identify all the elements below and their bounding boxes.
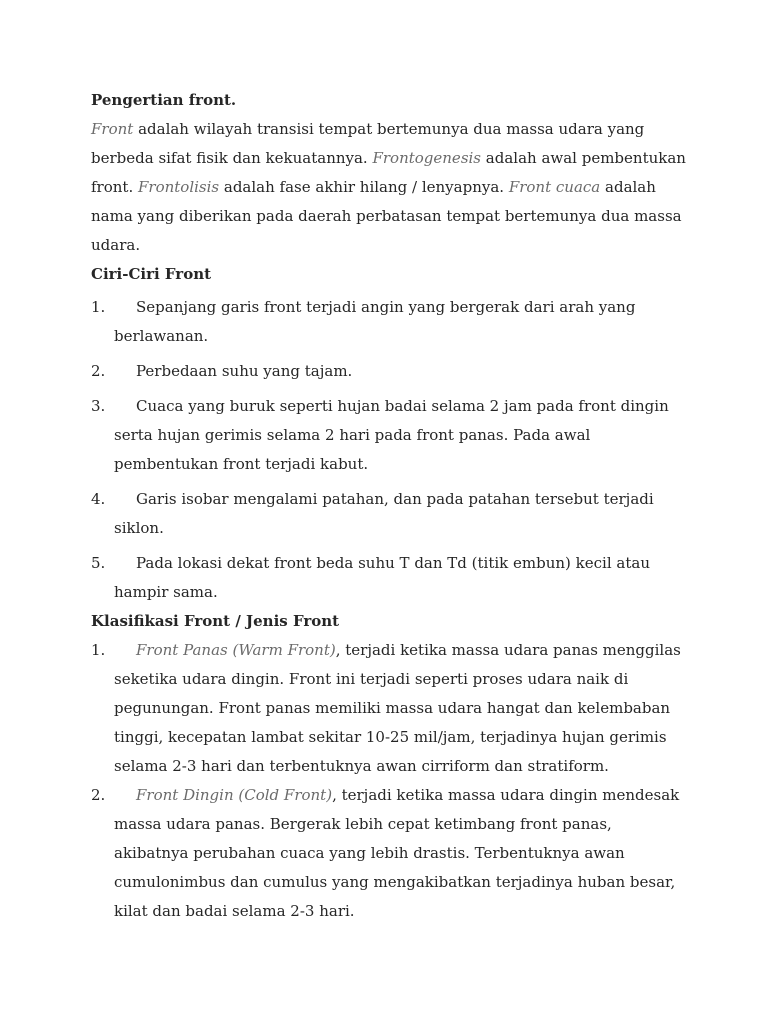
- list-text: Cuaca yang buruk seperti hujan badai selama 2 jam pada front dingin serta hujan gerimis selama 2 hari pada front panas. Pada awal pembentukan front terjadi kabut.: [114, 397, 669, 473]
- list-number: 1.: [91, 298, 106, 316]
- list-text: , terjadi ketika massa udara panas menggilas seketika udara dingin. Front ini terjadi seperti proses udara naik di pegunungan. Front panas memiliki massa udara hangat dan kelembaban tinggi, kecepatan lambat sekitar 10-25 mil/jam, terjadinya hujan gerimis selama 2-3 hari dan terbentuknya awan cirriform dan stratiform.: [114, 641, 681, 775]
- classification-list: [91, 636, 691, 926]
- list-number: 2.: [91, 786, 106, 804]
- characteristics-list: [91, 293, 691, 607]
- term-frontolisis: Frontolisis: [137, 178, 220, 196]
- list-item: [91, 781, 691, 926]
- list-number: 5.: [91, 554, 106, 572]
- list-number: 4.: [91, 490, 106, 508]
- list-item: [91, 636, 691, 781]
- list-number: 2.: [91, 362, 106, 380]
- term-front-cuaca: Front cuaca: [508, 178, 601, 196]
- heading-definition: Pengertian front.: [91, 91, 237, 109]
- list-text: Sepanjang garis front terjadi angin yang bergerak dari arah yang berlawanan.: [114, 298, 636, 345]
- definition-text-2: adalah awal pembentukan front.: [91, 149, 686, 196]
- list-text: Pada lokasi dekat front beda suhu T dan Td (titik embun) kecil atau hampir sama.: [114, 554, 650, 601]
- term-frontogenesis: Frontogenesis: [372, 149, 482, 167]
- definition-text-1: adalah wilayah transisi tempat bertemunya dua massa udara yang berbeda sifat fisik dan kekuatannya.: [91, 120, 645, 167]
- list-item: [91, 357, 691, 386]
- term-warm-front: Front Panas (Warm Front): [136, 641, 336, 659]
- document-page: [91, 86, 691, 926]
- list-item: [91, 392, 691, 479]
- definition-paragraph: [91, 115, 691, 260]
- list-item: [91, 485, 691, 543]
- definition-text-3: adalah fase akhir hilang / lenyapnya.: [219, 178, 509, 196]
- term-front: Front: [91, 120, 134, 138]
- list-item: [91, 293, 691, 351]
- list-item: [91, 549, 691, 607]
- heading-classification: Klasifikasi Front / Jenis Front: [91, 612, 340, 630]
- list-text: Garis isobar mengalami patahan, dan pada patahan tersebut terjadi siklon.: [114, 490, 654, 537]
- list-number: 3.: [91, 397, 106, 415]
- list-text: Perbedaan suhu yang tajam.: [136, 362, 353, 380]
- term-cold-front: Front Dingin (Cold Front): [136, 786, 333, 804]
- heading-characteristics: Ciri-Ciri Front: [91, 265, 212, 283]
- list-text: , terjadi ketika massa udara dingin mendesak massa udara panas. Bergerak lebih cepat ketimbang front panas, akibatnya perubahan cuaca yang lebih drastis. Terbentuknya awan cumulonimbus dan cumulus yang mengakibatkan terjadinya huban besar, kilat dan badai selama 2-3 hari.: [114, 786, 680, 920]
- definition-text-4: adalah nama yang diberikan pada daerah perbatasan tempat bertemunya dua massa udara.: [91, 178, 682, 254]
- list-number: 1.: [91, 641, 106, 659]
